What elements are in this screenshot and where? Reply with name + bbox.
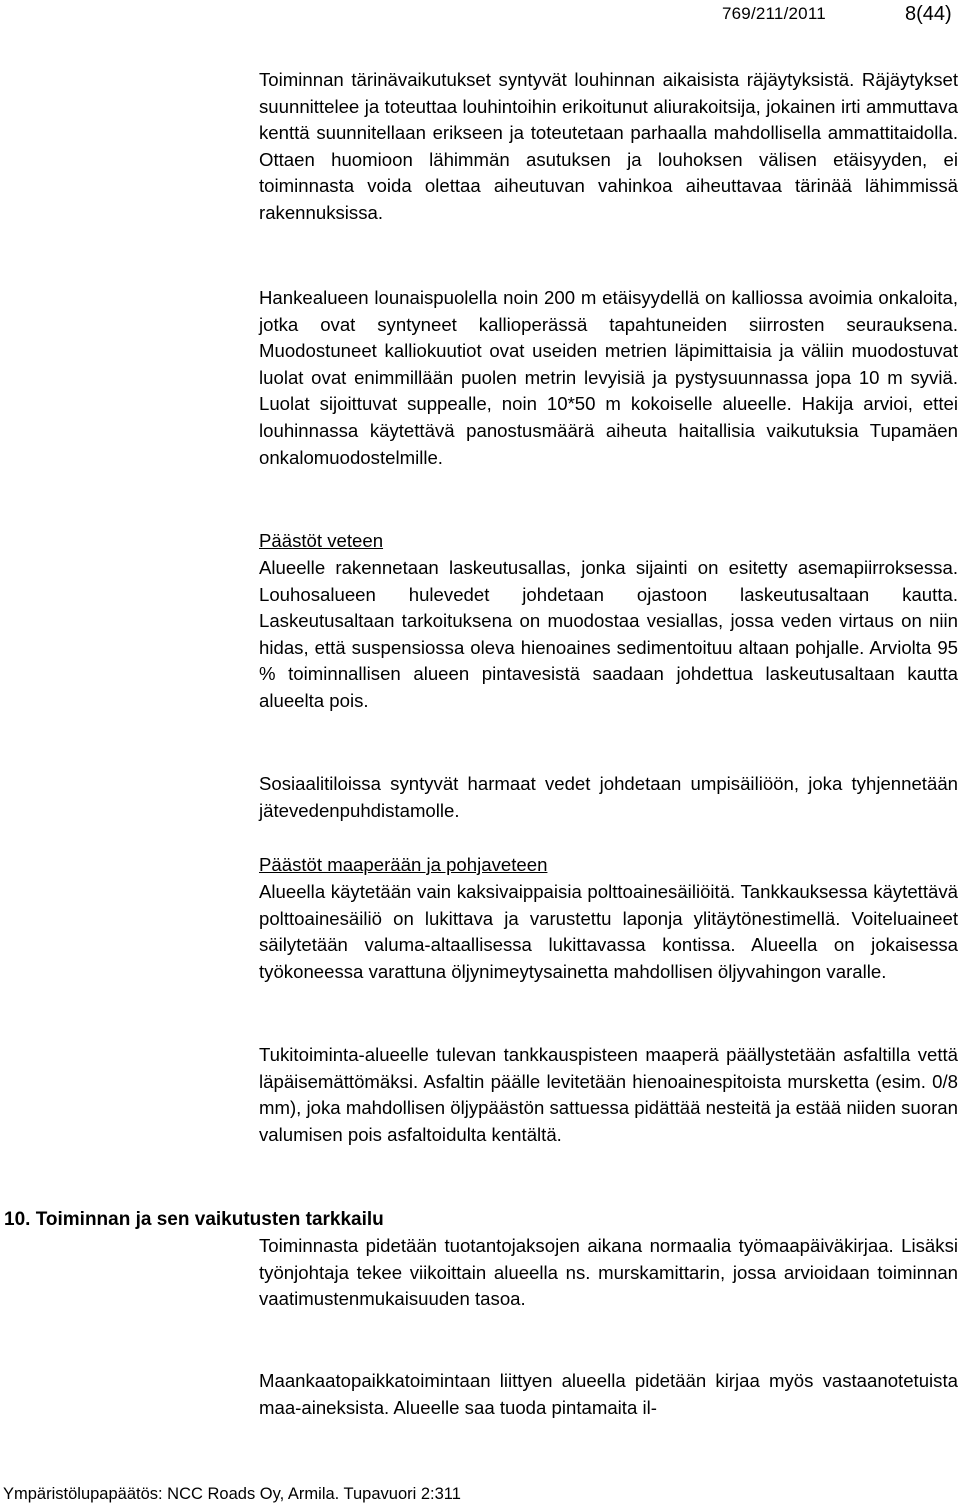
paragraph-landfill-records: Maankaatopaikkatoimintaan liittyen alueella pidetään kirjaa myös vastaanotetuista maa-aineksista. Alueelle saa tuoda pintamaita il- [259,1370,958,1418]
paragraph-vibration: Toiminnan tärinävaikutukset syntyvät louhinnan aikaisista räjäytyksistä. Räjäytykset suunnittelee ja toteuttaa louhintoihin erikoitunut aliurakoitsija, jokainen irti ammuttava kenttä suunnitellaan erikseen ja toteutetaan parhaalla mahdollisella ammattitaidolla. Ottaen huomioon lähimmän asutuksen ja louhoksen välisen etäisyyden, ei toiminnasta voida olettaa aiheutuvan vahinkoa aiheuttavaa tärinää lähimmissä rakennuksissa. [259,69,958,223]
doc-number: 769/211/2011 [722,4,826,23]
paragraph-fuel-tanks: Alueella käytetään vain kaksivaippaisia polttoainesäiliöitä. Tankkauksessa käytettävä polttoainesäiliö on lukittava ja varustettu laponja ylitäytönestimellä. Voiteluaineet säilytetään valuma-altaallisessa lukittavassa kontissa. Alueella on jokaisessa työkoneessa varattuna öljynimeytysainetta mahdollisen öljyvahingon varalle. [259,881,958,982]
paragraph-settling-pond: Alueelle rakennetaan laskeutusallas, jonka sijainti on esitetty asemapiirroksessa. Louhosalueen hulevedet johdetaan ojastoon laskeutusaltaan kautta. Laskeutusaltaan tarkoituksena on muodostaa vesiallas, jossa veden virtaus on niin hidas, että suspensiossa oleva hienoaines sedimentoituu altaan pohjalle. Arviolta 95 % toiminnallisen alueen pintavesistä saadaan johdettua laskeutusaltaan kautta alueelta pois. [259,557,958,711]
paragraph-caves: Hankealueen lounaispuolella noin 200 m etäisyydellä on kalliossa avoimia onkaloita, jotka ovat syntyneet kallioperässä tapahtuneiden siirrosten seurauksena. Muodostuneet kalliokuutiot ovat useiden metrien läpimittaisia ja väliin muodostuvat luolat ovat enimmillään puolen metrin levyisiä ja pystysuunnassa jopa 10 m syviä. Luolat sijoittuvat suppealle, noin 10*50 m kokoiselle alueelle. Hakija arvioi, ettei louhinnassa käytettävä panostusmäärä aiheuta haitallisia vaikutuksia Tupamäen onkalomuodostelmille. [259,287,958,468]
heading-emissions-water: Päästöt veteen [259,530,384,551]
paragraph-grey-water: Sosiaalitiloissa syntyvät harmaat vedet johdetaan umpisäiliöön, joka tyhjennetään jätevedenpuhdistamolle. [259,773,958,821]
page-number: 8(44) [905,3,952,25]
paragraph-fuelling-point: Tukitoiminta-alueelle tulevan tankkauspisteen maaperä päällystetään asfaltilla vettä läpäisemättömäksi. Asfaltin päälle levitetään hienoainespitoista mursketta (esim. 0/8 mm), joka mahdollisen öljypäästön sattuessa pidättää nesteitä ja estää niiden suoran valumisen pois asfaltoidulta kentältä. [259,1044,958,1145]
footer-decision: Ympäristölupapäätös: NCC Roads Oy, Armila. Tupavuori 2:311 [3,1485,461,1503]
paragraph-site-diary: Toiminnasta pidetään tuotantojaksojen aikana normaalia työmaapäiväkirjaa. Lisäksi työnjohtaja tekee viikoittain alueella ns. murskamittarin, jossa arvioidaan toiminnan vaatimustenmukaisuuden tasoa. [259,1235,958,1310]
heading-emissions-soil: Päästöt maaperään ja pohjaveteen [259,854,548,875]
section-heading-monitoring: 10. Toiminnan ja sen vaikutusten tarkkailu [4,1209,384,1230]
